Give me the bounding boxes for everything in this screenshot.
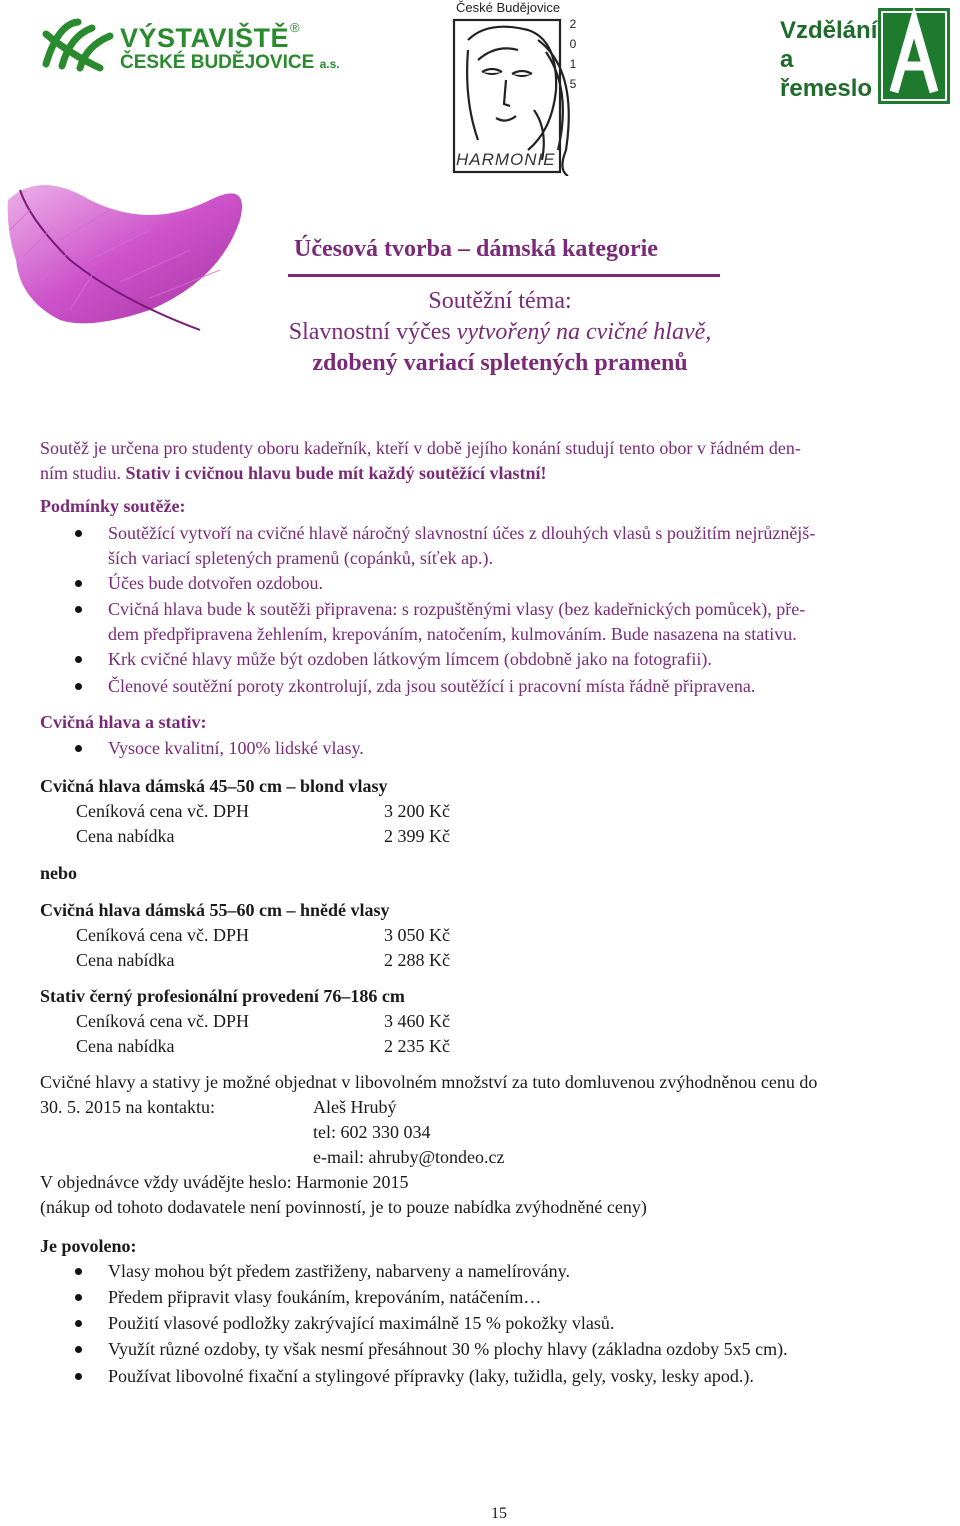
bullet-icon bbox=[75, 1294, 82, 1301]
bullet-icon bbox=[75, 683, 82, 690]
password-line: V objednávce vždy uvádějte heslo: Harmonie 2015 bbox=[40, 1172, 409, 1192]
conditions-heading: Podmínky soutěže: bbox=[40, 496, 186, 516]
list-price-value: 3 460 Kč bbox=[384, 1011, 450, 1031]
bullet-icon bbox=[75, 1346, 82, 1353]
allowed-item-1: Vlasy mohou být předem zastřiženy, nabarveny a namelírovány. bbox=[108, 1261, 571, 1281]
condition-item-4: Krk cvičné hlavy může být ozdoben látkovým límcem (obdobně jako na fotografii). bbox=[108, 649, 712, 669]
product-name: Stativ černý profesionální provedení 76–186 cm bbox=[40, 986, 405, 1006]
allowed-heading: Je povoleno: bbox=[40, 1236, 137, 1256]
vzdelani-logo bbox=[780, 8, 952, 106]
or-word: nebo bbox=[40, 863, 78, 883]
note-line: (nákup od tohoto dodavatele není povinností, je to pouze nabídka zvýhodněné ceny) bbox=[40, 1197, 647, 1217]
intro-line-2: ním studiu. Stativ i cvičnou hlavu bude mít každý soutěžící vlastní! bbox=[40, 463, 547, 483]
allowed-item-2: Předem připravit vlasy foukáním, krepováním, natáčením… bbox=[108, 1287, 542, 1307]
condition-item-3-line-1: Cvičná hlava bude k soutěži připravena: s rozpuštěnými vlasy (bez kadeřnických pomůcek), pře- bbox=[108, 599, 806, 619]
list-price-label: Ceníková cena vč. DPH bbox=[76, 801, 249, 821]
contact-email: e-mail: ahruby@tondeo.cz bbox=[313, 1147, 505, 1167]
allowed-item-5: Používat libovolné fixační a stylingové přípravky (laky, tužidla, gely, vosky, lesky apod.). bbox=[108, 1366, 754, 1386]
theme-line-2: Slavnostní výčes vytvořený na cvičné hlavě, bbox=[288, 319, 712, 345]
condition-item-3-line-2: dem předpřipravena žehlením, krepováním, natočením, kulmováním. Bude nasazena na stativu. bbox=[108, 624, 797, 644]
head-stand-item-1: Vysoce kvalitní, 100% lidské vlasy. bbox=[108, 738, 364, 758]
bullet-icon bbox=[75, 580, 82, 587]
list-price-value: 3 200 Kč bbox=[384, 801, 450, 821]
intro-line-1: Soutěž je určena pro studenty oboru kadeřník, kteří v době jejího konání studují tento obor v řádném den- bbox=[40, 438, 801, 458]
bullet-icon bbox=[75, 1268, 82, 1275]
harmonie-logo bbox=[448, 0, 588, 176]
vzdelani-a-mark bbox=[878, 8, 950, 104]
product-name: Cvičná hlava dámská 55–60 cm – hnědé vlasy bbox=[40, 900, 390, 920]
head-stand-heading: Cvičná hlava a stativ: bbox=[40, 712, 207, 732]
condition-item-2: Účes bude dotvořen ozdobou. bbox=[108, 573, 323, 593]
harmonie-year: 2 0 1 5 bbox=[569, 17, 577, 91]
order-line-2: 30. 5. 2015 na kontaktu: bbox=[40, 1097, 215, 1117]
vystaviste-logo bbox=[40, 14, 340, 74]
condition-item-1-line-2: ších variací spletených pramenů (copánků, síťek ap.). bbox=[108, 548, 494, 568]
vystaviste-mark-icon bbox=[40, 14, 116, 72]
allowed-item-3: Použití vlasové podložky zakrývající maximálně 15 % pokožky vlasů. bbox=[108, 1313, 615, 1333]
page-number: 15 bbox=[491, 1505, 507, 1522]
offer-price-label: Cena nabídka bbox=[76, 826, 175, 846]
vystaviste-sub: ČESKÉ BUDĚJOVICE a.s. bbox=[120, 52, 340, 73]
theme-label: Soutěžní téma: bbox=[428, 288, 572, 314]
letter-a-icon bbox=[878, 8, 950, 104]
bullet-icon bbox=[75, 606, 82, 613]
condition-item-1-line-1: Soutěžící vytvoří na cvičné hlavě náročný slavnostní účes z dlouhých vlasů s použitím nejrůznějš- bbox=[108, 523, 816, 543]
vzdelani-text: Vzdělání a řemeslo bbox=[780, 17, 878, 102]
bullet-icon bbox=[75, 656, 82, 663]
offer-price-label: Cena nabídka bbox=[76, 1036, 175, 1056]
harmonie-name: HARMONIE bbox=[456, 150, 556, 169]
list-price-label: Ceníková cena vč. DPH bbox=[76, 1011, 249, 1031]
offer-price-label: Cena nabídka bbox=[76, 950, 175, 970]
order-line-1: Cvičné hlavy a stativy je možné objednat v libovolném množství za tuto domluvenou zvýhodněnou cenu do bbox=[40, 1072, 818, 1092]
allowed-item-4: Využít různé ozdoby, ty však nesmí přesáhnout 30 % plochy hlavy (základna ozdoby 5x5 cm). bbox=[108, 1339, 788, 1359]
list-price-value: 3 050 Kč bbox=[384, 925, 450, 945]
offer-price-value: 2 399 Kč bbox=[384, 826, 450, 846]
title-underline bbox=[288, 274, 720, 277]
vystaviste-name: VÝSTAVIŠTĚ bbox=[120, 23, 290, 53]
page-title: Účesová tvorba – dámská kategorie bbox=[294, 236, 658, 262]
bullet-icon bbox=[75, 530, 82, 537]
condition-item-5: Členové soutěžní poroty zkontrolují, zda jsou soutěžící i pracovní místa řádně připravena. bbox=[108, 676, 756, 696]
theme-line-3: zdobený variací spletených pramenů bbox=[312, 350, 688, 376]
offer-price-value: 2 288 Kč bbox=[384, 950, 450, 970]
list-price-label: Ceníková cena vč. DPH bbox=[76, 925, 249, 945]
contact-tel: tel: 602 330 034 bbox=[313, 1122, 431, 1142]
registered-mark: ® bbox=[290, 20, 300, 35]
bullet-icon bbox=[75, 745, 82, 752]
harmonie-city: České Budějovice bbox=[456, 0, 561, 15]
product-name: Cvičná hlava dámská 45–50 cm – blond vlasy bbox=[40, 776, 388, 796]
offer-price-value: 2 235 Kč bbox=[384, 1036, 450, 1056]
bullet-icon bbox=[75, 1373, 82, 1380]
bullet-icon bbox=[75, 1320, 82, 1327]
contact-name: Aleš Hrubý bbox=[313, 1097, 397, 1117]
